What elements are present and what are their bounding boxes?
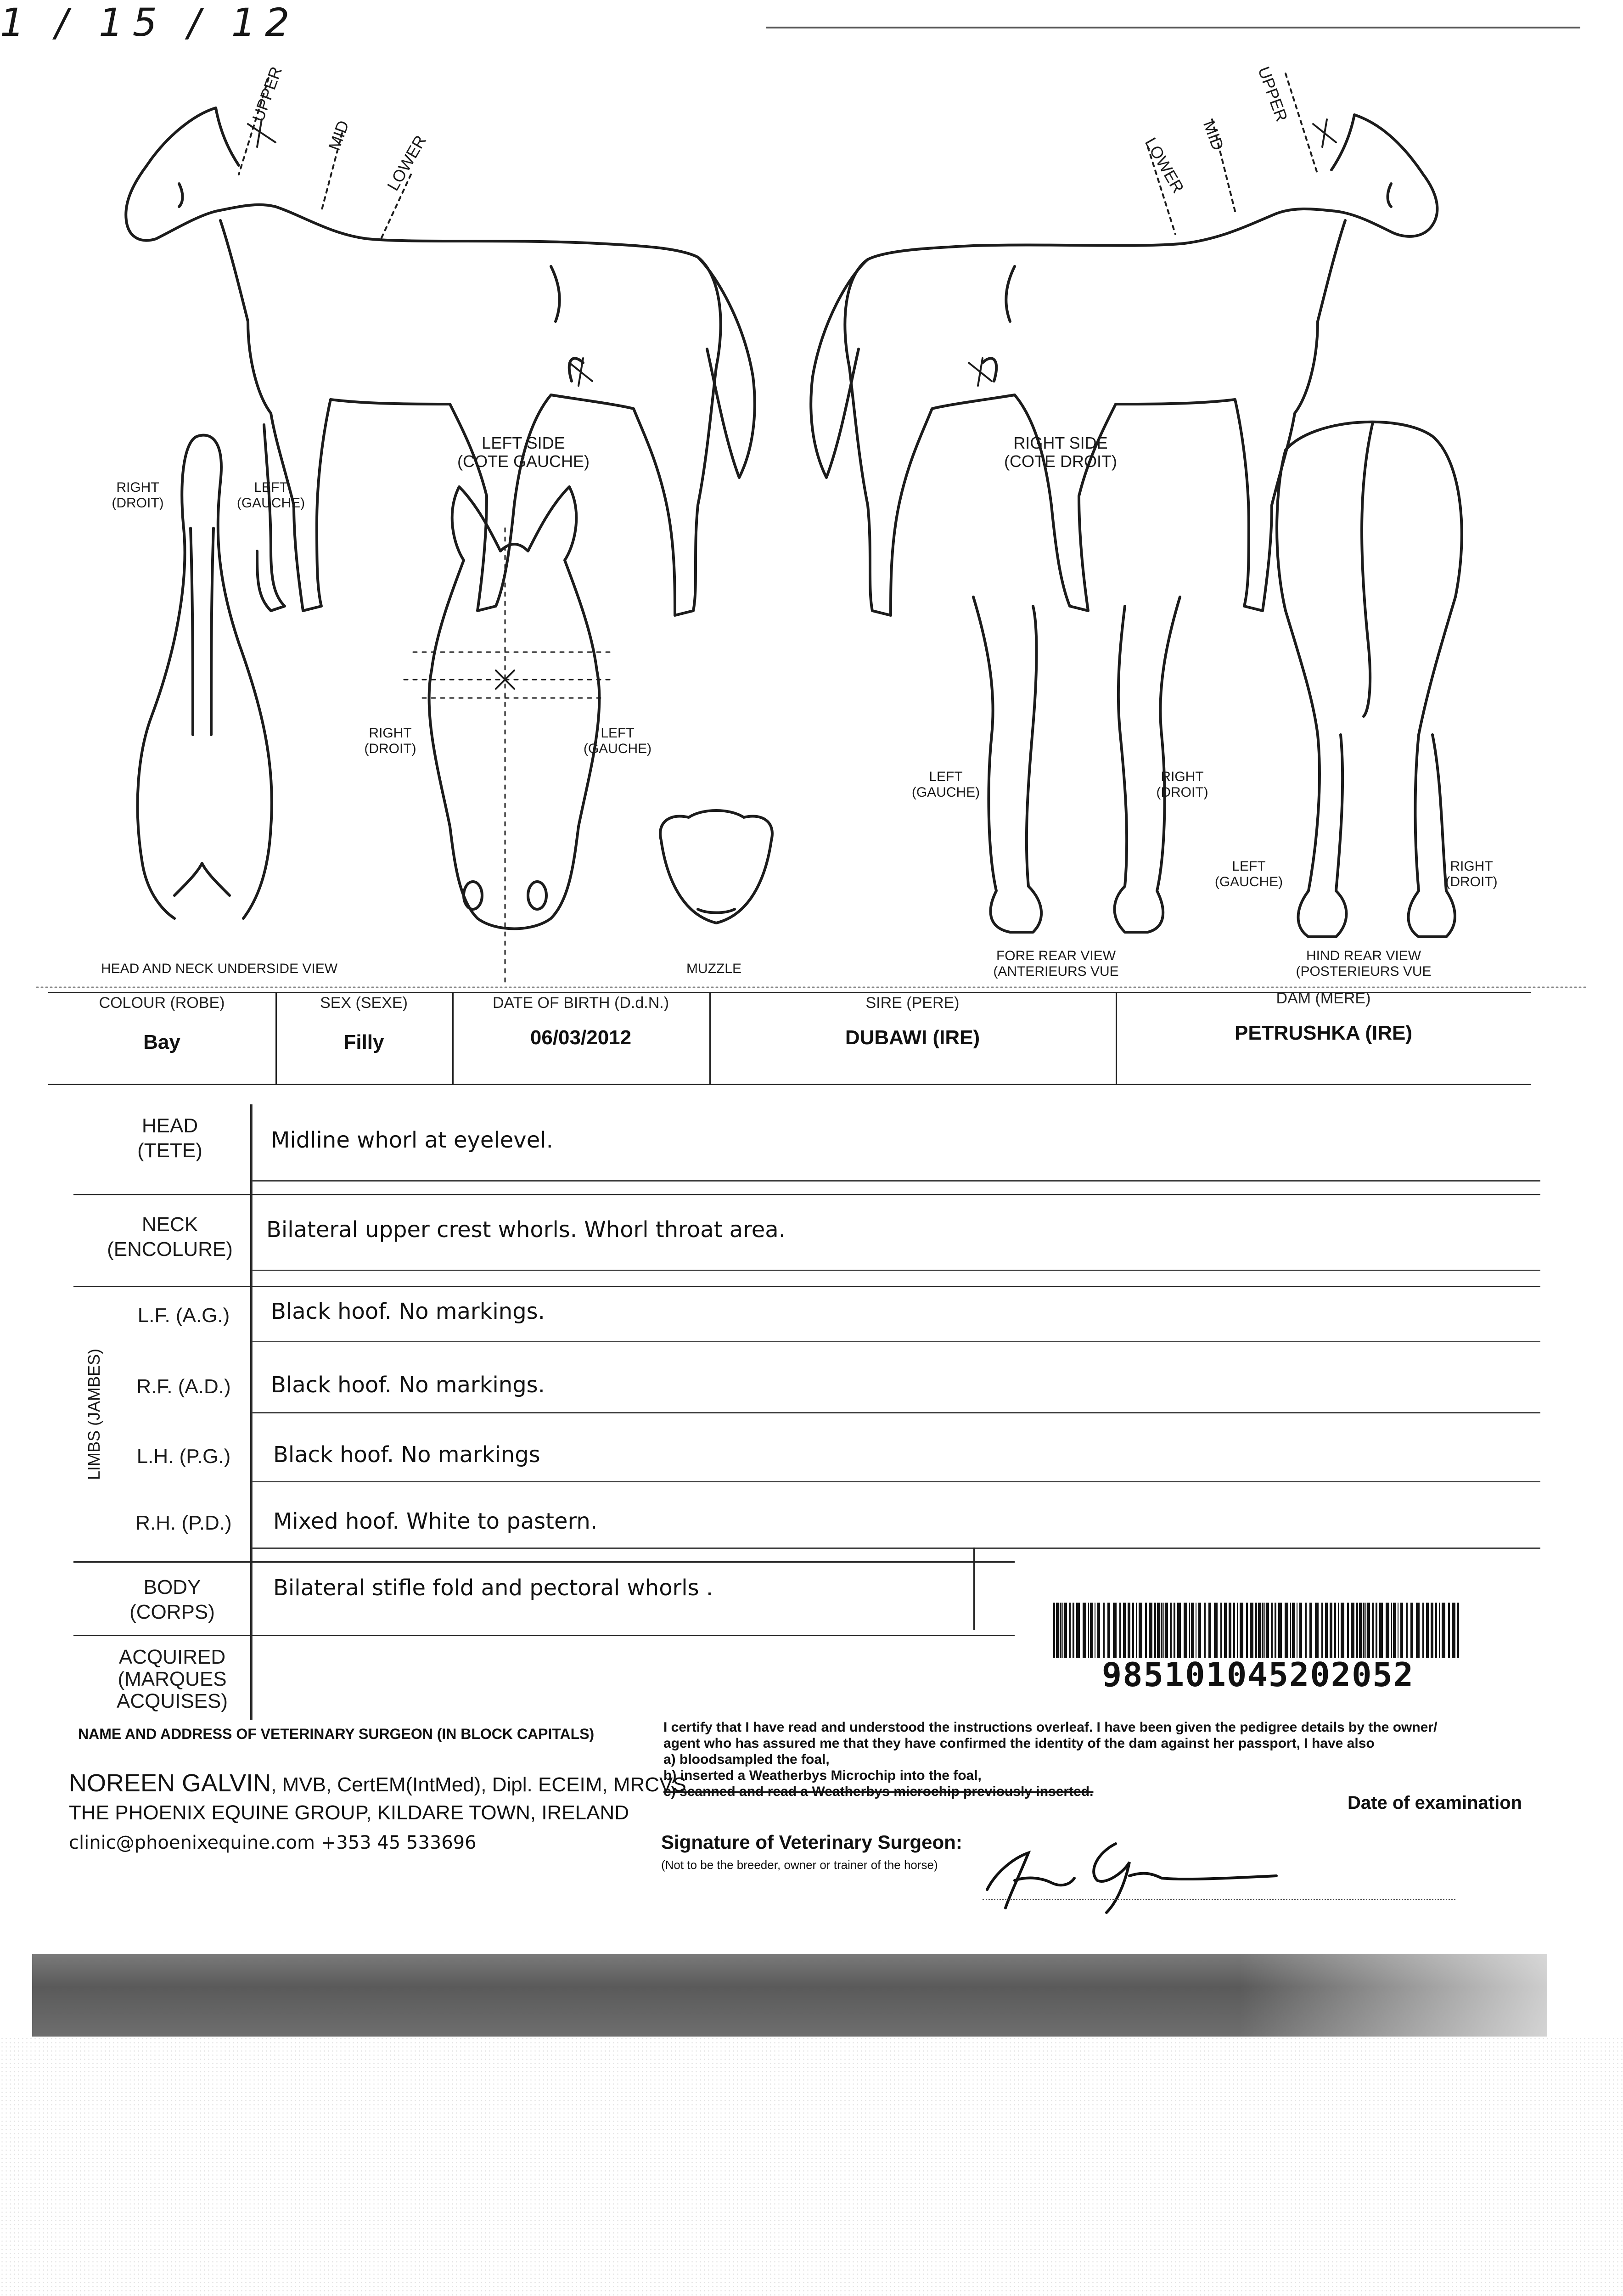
sire-value: DUBAWI (IRE) [845, 1026, 980, 1049]
hind-rear-view-outline [1277, 422, 1462, 937]
barcode-bar [1305, 1603, 1307, 1658]
barcode-bar [1325, 1603, 1328, 1658]
barcode-bar [1299, 1603, 1302, 1658]
barcode-bar [1113, 1603, 1117, 1658]
barcode-bar [1372, 1603, 1374, 1658]
certification-line-1: I certify that I have read and understood the instructions overleaf. I have been given the pedigree details by the owner/ [663, 1720, 1438, 1735]
scan-shadow-fade [1240, 1954, 1547, 2037]
colour-value: Bay [143, 1031, 180, 1053]
barcode-bar [1224, 1603, 1227, 1658]
barcode-bar [1145, 1603, 1147, 1658]
barcode-bar [1233, 1603, 1235, 1658]
limbs-group-label: LIMBS (JAMBES) [84, 1348, 103, 1480]
barcode-bar [1157, 1603, 1160, 1658]
head-row-label: HEAD (TETE) [137, 1114, 202, 1162]
barcode-bar [1123, 1603, 1126, 1658]
barcode-bar [1315, 1603, 1319, 1658]
neck-row-text: Bilateral upper crest whorls. Whorl throat area. [266, 1217, 786, 1243]
barcode-bar [1060, 1603, 1061, 1658]
rf-row-text: Black hoof. No markings. [271, 1372, 545, 1398]
lf-row-label: L.F. (A.G.) [137, 1304, 230, 1327]
sex-header: SEX (SEXE) [320, 994, 408, 1012]
barcode-bar [1136, 1603, 1137, 1658]
signature-dotted-line [983, 1899, 1455, 1900]
vet-address: THE PHOENIX EQUINE GROUP, KILDARE TOWN, IRELAND [69, 1801, 629, 1824]
muzzle-caption: MUZZLE [686, 961, 741, 976]
barcode-bar [1128, 1603, 1130, 1658]
barcode-bar [1119, 1603, 1121, 1658]
barcode-bar [1341, 1603, 1344, 1658]
barcode-bar [1290, 1603, 1291, 1658]
certification-line-2: agent who has assured me that they have confirmed the identity of the dam against her passport, I have also [663, 1736, 1375, 1751]
barcode-bar [1191, 1603, 1194, 1658]
barcode-bar [1214, 1603, 1218, 1658]
body-row-text: Bilateral stifle fold and pectoral whorls . [273, 1575, 713, 1601]
body-row-label: BODY (CORPS) [129, 1576, 215, 1623]
barcode-bar [1452, 1603, 1455, 1658]
barcode-bar [1292, 1603, 1295, 1658]
microchip-barcode [1051, 1603, 1465, 1658]
barcode-bar [1271, 1603, 1273, 1658]
lh-row-label: L.H. (P.G.) [136, 1445, 231, 1468]
dob-value: 06/03/2012 [530, 1026, 632, 1049]
dob-header: DATE OF BIRTH (D.d.N.) [492, 994, 669, 1012]
barcode-bar [1163, 1603, 1164, 1658]
barcode-bar [1422, 1603, 1424, 1658]
signature-note: (Not to be the breeder, owner or trainer of the horse) [661, 1858, 938, 1872]
vet-name: NOREEN GALVIN [69, 1769, 271, 1797]
head-front-left-label: LEFT (GAUCHE) [583, 726, 652, 756]
hind-rear-right-label: RIGHT (DROIT) [1445, 859, 1498, 889]
exam-date-label: Date of examination [1348, 1793, 1522, 1813]
barcode-bar [1379, 1603, 1383, 1658]
barcode-bar [1416, 1603, 1420, 1658]
barcode-bars [1051, 1603, 1465, 1658]
dam-value: PETRUSHKA (IRE) [1234, 1022, 1413, 1044]
fore-rear-view-outline [973, 597, 1180, 932]
barcode-bar [1088, 1603, 1089, 1658]
upper-left-label: UPPER [248, 64, 286, 124]
barcode-bar [1278, 1603, 1282, 1658]
barcode-bar [1410, 1603, 1413, 1658]
barcode-bar [1406, 1603, 1408, 1658]
barcode-bar [1435, 1603, 1437, 1658]
vet-quals: , MVB, CertEM(IntMed), Dipl. ECEIM, MRCVS [271, 1773, 686, 1796]
vet-contact: clinic@phoenixequine.com +353 45 533696 [69, 1832, 477, 1853]
head-row-text: Midline whorl at eyelevel. [271, 1127, 553, 1153]
dam-header: DAM (MERE) [1276, 990, 1371, 1007]
vet-name-line [69, 1770, 686, 1798]
signature-mark [978, 1825, 1299, 1917]
barcode-bar [1367, 1603, 1370, 1658]
mid-left-label: MID [324, 118, 353, 153]
certification-c: c) scanned and read a Weatherbys microchip previously inserted. [663, 1784, 1094, 1799]
barcode-bar [1255, 1603, 1257, 1658]
lf-row-text: Black hoof. No markings. [271, 1299, 545, 1324]
barcode-bar [1073, 1603, 1074, 1658]
exam-date-value: 1 / 15 / 12 [0, 0, 299, 45]
sire-header: SIRE (PERE) [865, 994, 960, 1012]
right-side-title: RIGHT SIDE (COTE DROIT) [1004, 433, 1117, 471]
barcode-number: 985101045202052 [1101, 1655, 1415, 1694]
left-side-horse-outline [126, 78, 755, 615]
barcode-bar [1056, 1603, 1059, 1658]
barcode-bar [1174, 1603, 1175, 1658]
fore-rear-caption: FORE REAR VIEW (ANTERIEURS VUE [993, 948, 1119, 979]
barcode-bar [1165, 1603, 1168, 1658]
lower-left-label: LOWER [383, 132, 430, 194]
vet-heading: NAME AND ADDRESS OF VETERINARY SURGEON (IN BLOCK CAPITALS) [78, 1726, 595, 1742]
barcode-bar [1457, 1603, 1459, 1658]
barcode-bar [1097, 1603, 1100, 1658]
lh-row-text: Black hoof. No markings [273, 1442, 540, 1468]
rh-row-text: Mixed hoof. White to pastern. [273, 1508, 598, 1534]
barcode-bar [1204, 1603, 1206, 1658]
barcode-bar [1189, 1603, 1190, 1658]
right-side-horse-outline [811, 73, 1437, 615]
barcode-bar [1240, 1603, 1243, 1658]
barcode-bar [1266, 1603, 1269, 1658]
upper-right-label: UPPER [1254, 64, 1292, 124]
barcode-bar [1064, 1603, 1067, 1658]
barcode-bar [1062, 1603, 1063, 1658]
barcode-bar [1161, 1603, 1162, 1658]
barcode-bar [1250, 1603, 1253, 1658]
neck-row-label: NECK (ENCOLURE) [107, 1213, 233, 1261]
barcode-bar [1439, 1603, 1440, 1658]
barcode-bar [1334, 1603, 1336, 1658]
barcode-bar [1154, 1603, 1156, 1658]
barcode-bar [1400, 1603, 1403, 1658]
hind-rear-left-label: LEFT (GAUCHE) [1214, 859, 1283, 889]
fore-rear-right-label: RIGHT (DROIT) [1156, 769, 1208, 800]
left-side-title: LEFT SIDE (COTE GAUCHE) [457, 433, 590, 471]
barcode-bar [1275, 1603, 1276, 1658]
muzzle-outline [660, 810, 772, 923]
barcode-bar [1229, 1603, 1231, 1658]
barcode-bar [1069, 1603, 1071, 1658]
barcode-bar [1363, 1603, 1365, 1658]
barcode-bar [1090, 1603, 1093, 1658]
barcode-bar [1076, 1603, 1080, 1658]
barcode-bar [1431, 1603, 1433, 1658]
certification-a: a) bloodsampled the foal, [663, 1752, 830, 1767]
sex-value: Filly [343, 1031, 384, 1053]
barcode-bar [1208, 1603, 1211, 1658]
barcode-bar [1426, 1603, 1429, 1658]
signature-label: Signature of Veterinary Surgeon: [661, 1831, 962, 1853]
scan-noise-area [0, 2037, 1623, 2296]
underside-right-label: RIGHT (DROIT) [112, 480, 164, 511]
barcode-bar [1139, 1603, 1142, 1658]
barcode-bar [1107, 1603, 1110, 1658]
rh-row-label: R.H. (P.D.) [135, 1512, 232, 1534]
barcode-bar [1309, 1603, 1312, 1658]
barcode-bar [1246, 1603, 1248, 1658]
barcode-bar [1321, 1603, 1323, 1658]
barcode-bar [1237, 1603, 1238, 1658]
barcode-bar [1393, 1603, 1396, 1658]
barcode-bar [1448, 1603, 1450, 1658]
barcode-bar [1359, 1603, 1362, 1658]
mid-right-label: MID [1199, 118, 1228, 153]
barcode-bar [1103, 1603, 1105, 1658]
barcode-bar [1170, 1603, 1172, 1658]
barcode-bar [1262, 1603, 1264, 1658]
rf-row-label: R.F. (A.D.) [136, 1375, 231, 1398]
certification-b: b) inserted a Weatherbys Microchip into the foal, [663, 1768, 982, 1783]
barcode-bar [1347, 1603, 1349, 1658]
hind-rear-caption: HIND REAR VIEW (POSTERIEURS VUE [1296, 948, 1432, 979]
barcode-bar [1386, 1603, 1389, 1658]
barcode-bar [1351, 1603, 1354, 1658]
acquired-row-label: ACQUIRED (MARQUES ACQUISES) [116, 1646, 228, 1712]
barcode-bar [1356, 1603, 1358, 1658]
barcode-bar [1083, 1603, 1086, 1658]
barcode-bar [1285, 1603, 1288, 1658]
lower-right-label: LOWER [1141, 134, 1188, 197]
barcode-bar [1053, 1603, 1055, 1658]
head-front-right-label: RIGHT (DROIT) [364, 726, 416, 756]
barcode-bar [1442, 1603, 1445, 1658]
barcode-bar [1338, 1603, 1339, 1658]
barcode-bar [1258, 1603, 1261, 1658]
barcode-bar [1330, 1603, 1332, 1658]
barcode-bar [1264, 1603, 1265, 1658]
barcode-bar [1177, 1603, 1181, 1658]
barcode-bar [1149, 1603, 1152, 1658]
underside-left-label: LEFT (GAUCHE) [236, 480, 305, 511]
barcode-bar [1365, 1603, 1366, 1658]
colour-header: COLOUR (ROBE) [99, 994, 225, 1012]
barcode-bar [1184, 1603, 1187, 1658]
barcode-bar [1220, 1603, 1222, 1658]
fore-rear-left-label: LEFT (GAUCHE) [911, 769, 980, 800]
underside-caption: HEAD AND NECK UNDERSIDE VIEW [101, 961, 338, 976]
barcode-bar [1376, 1603, 1377, 1658]
barcode-bar [1391, 1603, 1392, 1658]
barcode-bar [1132, 1603, 1134, 1658]
barcode-bar [1198, 1603, 1201, 1658]
